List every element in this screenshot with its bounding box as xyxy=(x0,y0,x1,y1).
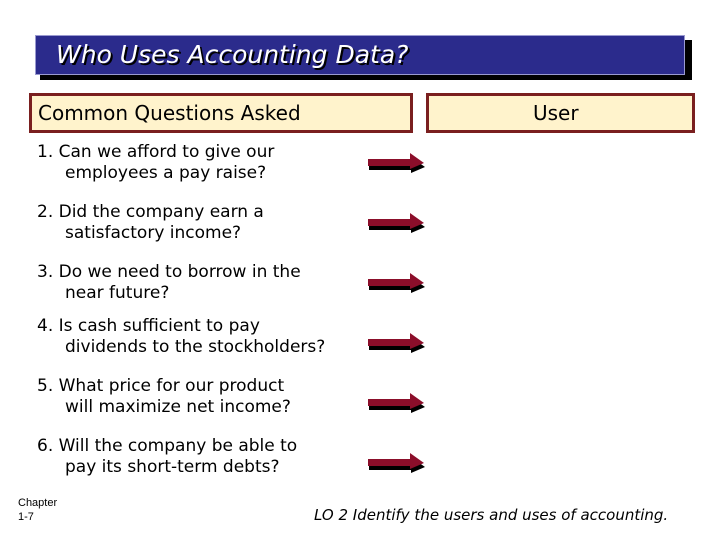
chapter-label-line-2: 1-7 xyxy=(18,511,34,523)
questions-header xyxy=(29,93,413,133)
title-banner xyxy=(35,35,685,75)
chapter-label-line-1: Chapter xyxy=(18,497,58,509)
question-1-line-2: employees a pay raise? xyxy=(65,163,267,183)
question-6-line-1: 6. Will the company be able to xyxy=(37,436,298,456)
user-header xyxy=(426,93,695,133)
learning-objective: LO 2 Identify the users and uses of accounting. xyxy=(314,506,669,524)
question-4-line-2: dividends to the stockholders? xyxy=(65,337,326,357)
question-5 xyxy=(37,376,367,418)
question-3-line-1: 3. Do we need to borrow in the xyxy=(37,262,301,282)
question-2-line-2: satisfactory income? xyxy=(65,223,242,243)
arrow-right-icon xyxy=(368,393,426,413)
arrow-right-icon xyxy=(368,333,426,353)
arrow-right-icon xyxy=(368,213,426,233)
arrow-right-icon xyxy=(368,153,426,173)
arrow-right-icon xyxy=(368,273,426,293)
question-5-line-2: will maximize net income? xyxy=(65,397,291,417)
chapter-label xyxy=(18,496,57,524)
questions-header-label: Common Questions Asked xyxy=(38,101,301,125)
question-5-line-1: 5. What price for our product xyxy=(37,376,285,396)
question-4-line-1: 4. Is cash sufficient to pay xyxy=(37,316,260,336)
question-3-line-2: near future? xyxy=(65,283,170,303)
arrow-right-icon xyxy=(368,453,426,473)
question-1-line-1: 1. Can we afford to give our xyxy=(37,142,275,162)
question-3 xyxy=(37,262,367,304)
question-2-line-1: 2. Did the company earn a xyxy=(37,202,264,222)
question-2 xyxy=(37,202,367,244)
user-header-label: User xyxy=(533,101,579,125)
question-6-line-2: pay its short-term debts? xyxy=(65,457,280,477)
question-1 xyxy=(37,142,367,184)
page-title: Who Uses Accounting Data? xyxy=(56,40,409,69)
question-6 xyxy=(37,436,367,478)
question-4 xyxy=(37,316,367,358)
